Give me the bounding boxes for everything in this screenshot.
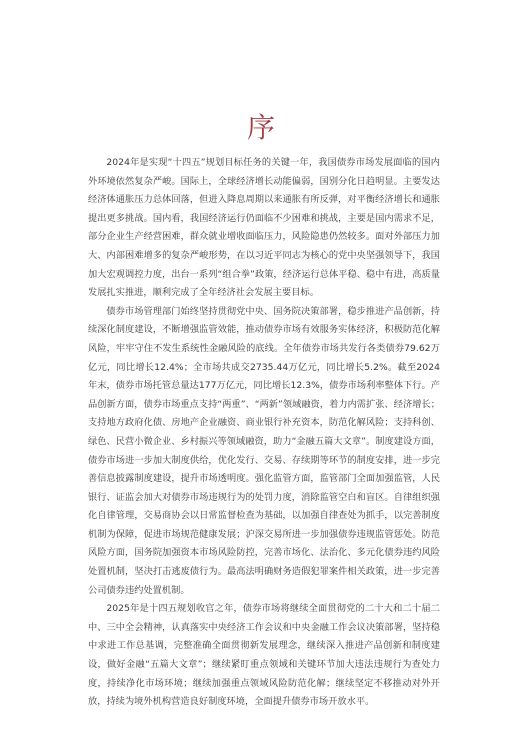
paragraph-3: 2025年是十四五规划收官之年，债券市场将继续全面贯彻党的二十大和二十届二中、三中全会精神，认真落实中央经济工作会议和中央金融工作会议决策部署，坚持稳中求进工作总基调，完整准确全面贯彻新发展理念，继续深入推进产品创新和制度建设，做好金融“五篇大文章”；继续紧盯重点领域和关键环节加大违法违规行为查处力度，持续净化市场环境；继续加强重点领域风险防范化解；继续坚定不移推动对外开放，持续为境外机构营造良好制度环境，全面提升债券市场开放水平。 xyxy=(88,603,440,708)
page-title: 序 xyxy=(246,111,275,144)
preface-body xyxy=(88,154,440,712)
paragraph-1: 2024年是实现“十四五”规划目标任务的关键一年，我国债券市场发展面临的国内外环境依然复杂严峻。国际上，全球经济增长动能偏弱，国别分化日趋明显。主要发达经济体通胀压力总体回落，但进入降息周期以来通胀有所反弹，对平衡经济增长和通胀提出更多挑战。国内看，我国经济运行仍面临不少困难和挑战，主要是国内需求不足，部分企业生产经营困难，群众就业增收面临压力，风险隐患仍然较多。面对外部压力加大、内部困难增多的复杂严峻形势，在以习近平同志为核心的党中央坚强领导下，我国加大宏观调控力度，出台一系列“组合拳”政策，经济运行总体平稳、稳中有进，高质量发展扎实推进，顺利完成了全年经济社会发展主要目标。 xyxy=(88,157,440,299)
paragraph-2: 债券市场管理部门始终坚持贯彻党中央、国务院决策部署，稳步推进产品创新，持续深化制度建设，不断增强监管效能，推动债券市场有效服务实体经济，积极防范化解风险，牢牢守住不发生系统性金融风险的底线。全年债券市场共发行各类债券79.62万亿元，同比增长12.4%；全市场共成交2735.44万亿元，同比增长5.2%。截至2024年末，债券市场托管总量达177万亿元，同比增长12.3%，债券市场利率整体下行。产品创新方面，债券市场重点支持“两重”、“两新”领域融资，着力内需扩张、经济增长；支持地方政府化债、房地产企业融资、商业银行补充资本，防范化解风险；支持科创、绿色、民营小微企业、乡村振兴等领域融资，助力“金融五篇大文章”。制度建设方面，债券市场进一步加大制度供给，优化发行、交易、存续期等环节的制度安排，进一步完善信息披露制度建设，提升市场透明度。强化监管方面，监管部门全面加强监管，人民银行、证监会加大对债券市场违规行为的处罚力度，消除监管空白和盲区。自律组织强化自律管理，交易商协会以日常监督检查为基础，以加强自律查处为抓手，以完善制度机制为保障，促进市场规范健康发展；沪深交易所进一步加强债券违规监管惩处。防范风险方面，国务院加强资本市场风险防控，完善市场化、法治化、多元化债券违约风险处置机制，坚决打击逃废债行为。最高法明确财务造假犯罪案件相关政策，进一步完善公司债券违约处置机制。 xyxy=(88,305,440,596)
